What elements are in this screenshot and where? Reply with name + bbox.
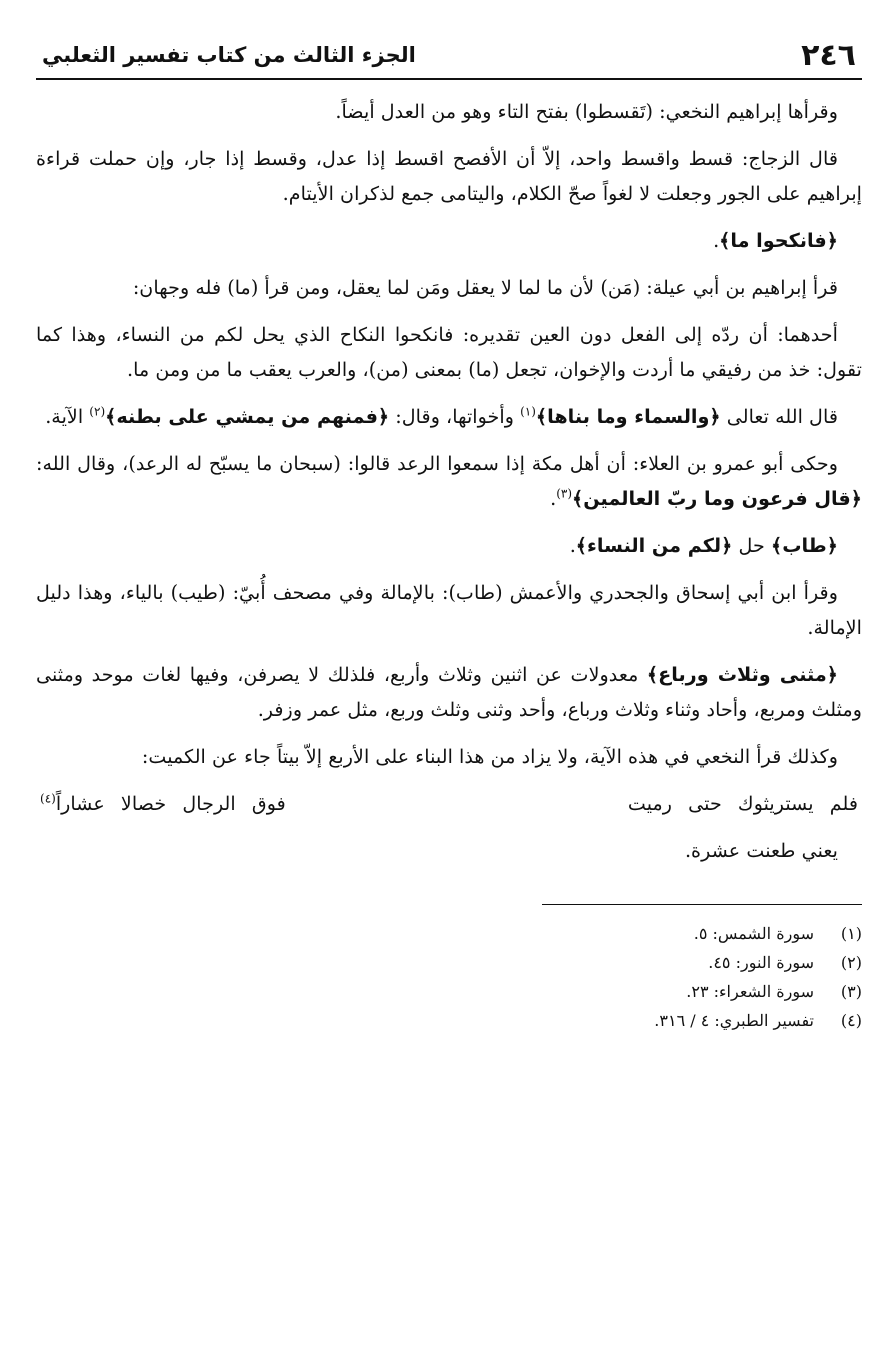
paragraph-text: حل xyxy=(732,534,771,557)
paragraph-text: وحكى أبو عمرو بن العلاء: أن أهل مكة إذا سمعوا الرعد قالوا: (سبحان ما يسبّح له الرعد)، وقال الله: xyxy=(36,452,838,475)
paragraph-text: وقرأ ابن أبي إسحاق والجحدري والأعمش (طاب): بالإمالة وفي مصحف أُبيّ: (طيب) بالياء، وهذا دليل الإمالة. xyxy=(36,581,862,639)
footnote-marker[interactable]: (٢) xyxy=(89,404,106,419)
footnote-text: سورة النور: ٤٥. xyxy=(708,953,814,972)
footnote-item xyxy=(36,977,862,1006)
poem-verse xyxy=(36,786,862,821)
paragraph-text: الآية. xyxy=(45,405,90,428)
footnote-number: (٢) xyxy=(840,953,862,972)
footnote-marker[interactable]: (٤) xyxy=(40,791,56,806)
book-page xyxy=(36,32,862,1342)
footnote-number: (٣) xyxy=(840,982,862,1001)
quran-quote: ﴿والسماء وما بناها﴾ xyxy=(535,405,721,428)
quran-quote: ﴿مثنى وثلاث ورباع﴾ xyxy=(646,663,839,686)
page-number: ٢٤٦ xyxy=(801,37,856,73)
paragraph-text: أحدهما: أن ردّه إلى الفعل دون العين تقديره: فانكحوا النكاح الذي يحل لكم من النساء، وهذا كما تقول: خذ من رفيقي ما أردت والإخوان، تجعل (ما) بمعنى (من)، والعرب يعقب ما من ومن ما. xyxy=(36,323,862,381)
footnote-text: سورة الشعراء: ٢٣. xyxy=(686,982,814,1001)
footnote-marker[interactable]: (٣) xyxy=(556,486,573,501)
verse-first-hemistich: فلم يستريثوك حتى رميت xyxy=(627,792,858,815)
paragraph-7 xyxy=(36,446,862,516)
footnote-item xyxy=(36,1006,862,1035)
footnote-number: (١) xyxy=(840,924,862,943)
quran-quote: ﴿لكم من النساء﴾ xyxy=(575,534,733,557)
paragraph-text: قال الزجاج: قسط واقسط واحد، إلاّ أن الأفصح اقسط إذا عدل، وقسط إذا جار، وإن حملت قراءة إبراهيم على الجور وجعلت لا لغواً صحّ الكلام، واليتامى جمع لذكران الأيتام. xyxy=(36,147,862,205)
verse-second-hemistich xyxy=(40,786,286,821)
paragraph-8 xyxy=(36,528,862,563)
paragraph-after-verse xyxy=(36,833,862,868)
quran-quote: ﴿طاب﴾ xyxy=(770,534,838,557)
footnote-item xyxy=(36,948,862,977)
quran-quote: ﴿فمنهم من يمشي على بطنه﴾ xyxy=(105,405,390,428)
paragraph-6 xyxy=(36,399,862,434)
paragraph-text: قرأ إبراهيم بن أبي عيلة: (مَن) لأن ما لما لا يعقل ومَن لما يعقل، ومن قرأ (ما) فله وجهان: xyxy=(132,276,838,299)
footnote-number: (٤) xyxy=(840,1011,862,1030)
page-header xyxy=(36,32,862,80)
footnote-text: تفسير الطبري: ٤ / ٣١٦. xyxy=(654,1011,814,1030)
paragraph-9 xyxy=(36,575,862,645)
paragraph-text: . xyxy=(550,487,557,510)
verse-second-text: فوق الرجال خصالا عشاراً xyxy=(55,792,286,815)
quran-quote: ﴿فانكحوا ما﴾ xyxy=(719,229,838,252)
paragraph-text: وقرأها إبراهيم النخعي: (تَقسطوا) بفتح التاء وهو من العدل أيضاً. xyxy=(335,100,838,123)
footnote-item xyxy=(36,919,862,948)
paragraph-text: . xyxy=(569,534,576,557)
paragraph-text: قال الله تعالى xyxy=(720,405,838,428)
paragraph-text: وكذلك قرأ النخعي في هذه الآية، ولا يزاد من هذا البناء على الأربع إلاّ بيتاً جاء عن الكميت: xyxy=(141,745,838,768)
paragraph-text: وأخواتها، وقال: xyxy=(389,405,521,428)
paragraph-3 xyxy=(36,223,862,258)
paragraph-2 xyxy=(36,141,862,211)
main-text xyxy=(36,94,862,868)
running-title: الجزء الثالث من كتاب تفسير الثعلبي xyxy=(42,43,416,67)
footnotes xyxy=(36,919,862,1035)
paragraph-4 xyxy=(36,270,862,305)
paragraph-text: يعني طعنت عشرة. xyxy=(684,839,838,862)
paragraph-10 xyxy=(36,657,862,727)
footnote-divider xyxy=(542,904,862,905)
paragraph-5 xyxy=(36,317,862,387)
paragraph-11 xyxy=(36,739,862,774)
paragraph-text: معدولات عن اثنين وثلاث وأربع، فلذلك لا يصرفن، وفيها لغات موحد ومثنى ومثلث ومربع، وأحاد وثناء وثلاث ورباع، وأحد وثنى وثلث وربع، مثل عمر وزفر. xyxy=(36,663,862,721)
footnote-marker[interactable]: (١) xyxy=(520,404,536,419)
footnote-text: سورة الشمس: ٥. xyxy=(693,924,814,943)
paragraph-1 xyxy=(36,94,862,129)
quran-quote: ﴿قال فرعون وما ربّ العالمين﴾ xyxy=(572,487,862,510)
paragraph-text: . xyxy=(713,229,720,252)
